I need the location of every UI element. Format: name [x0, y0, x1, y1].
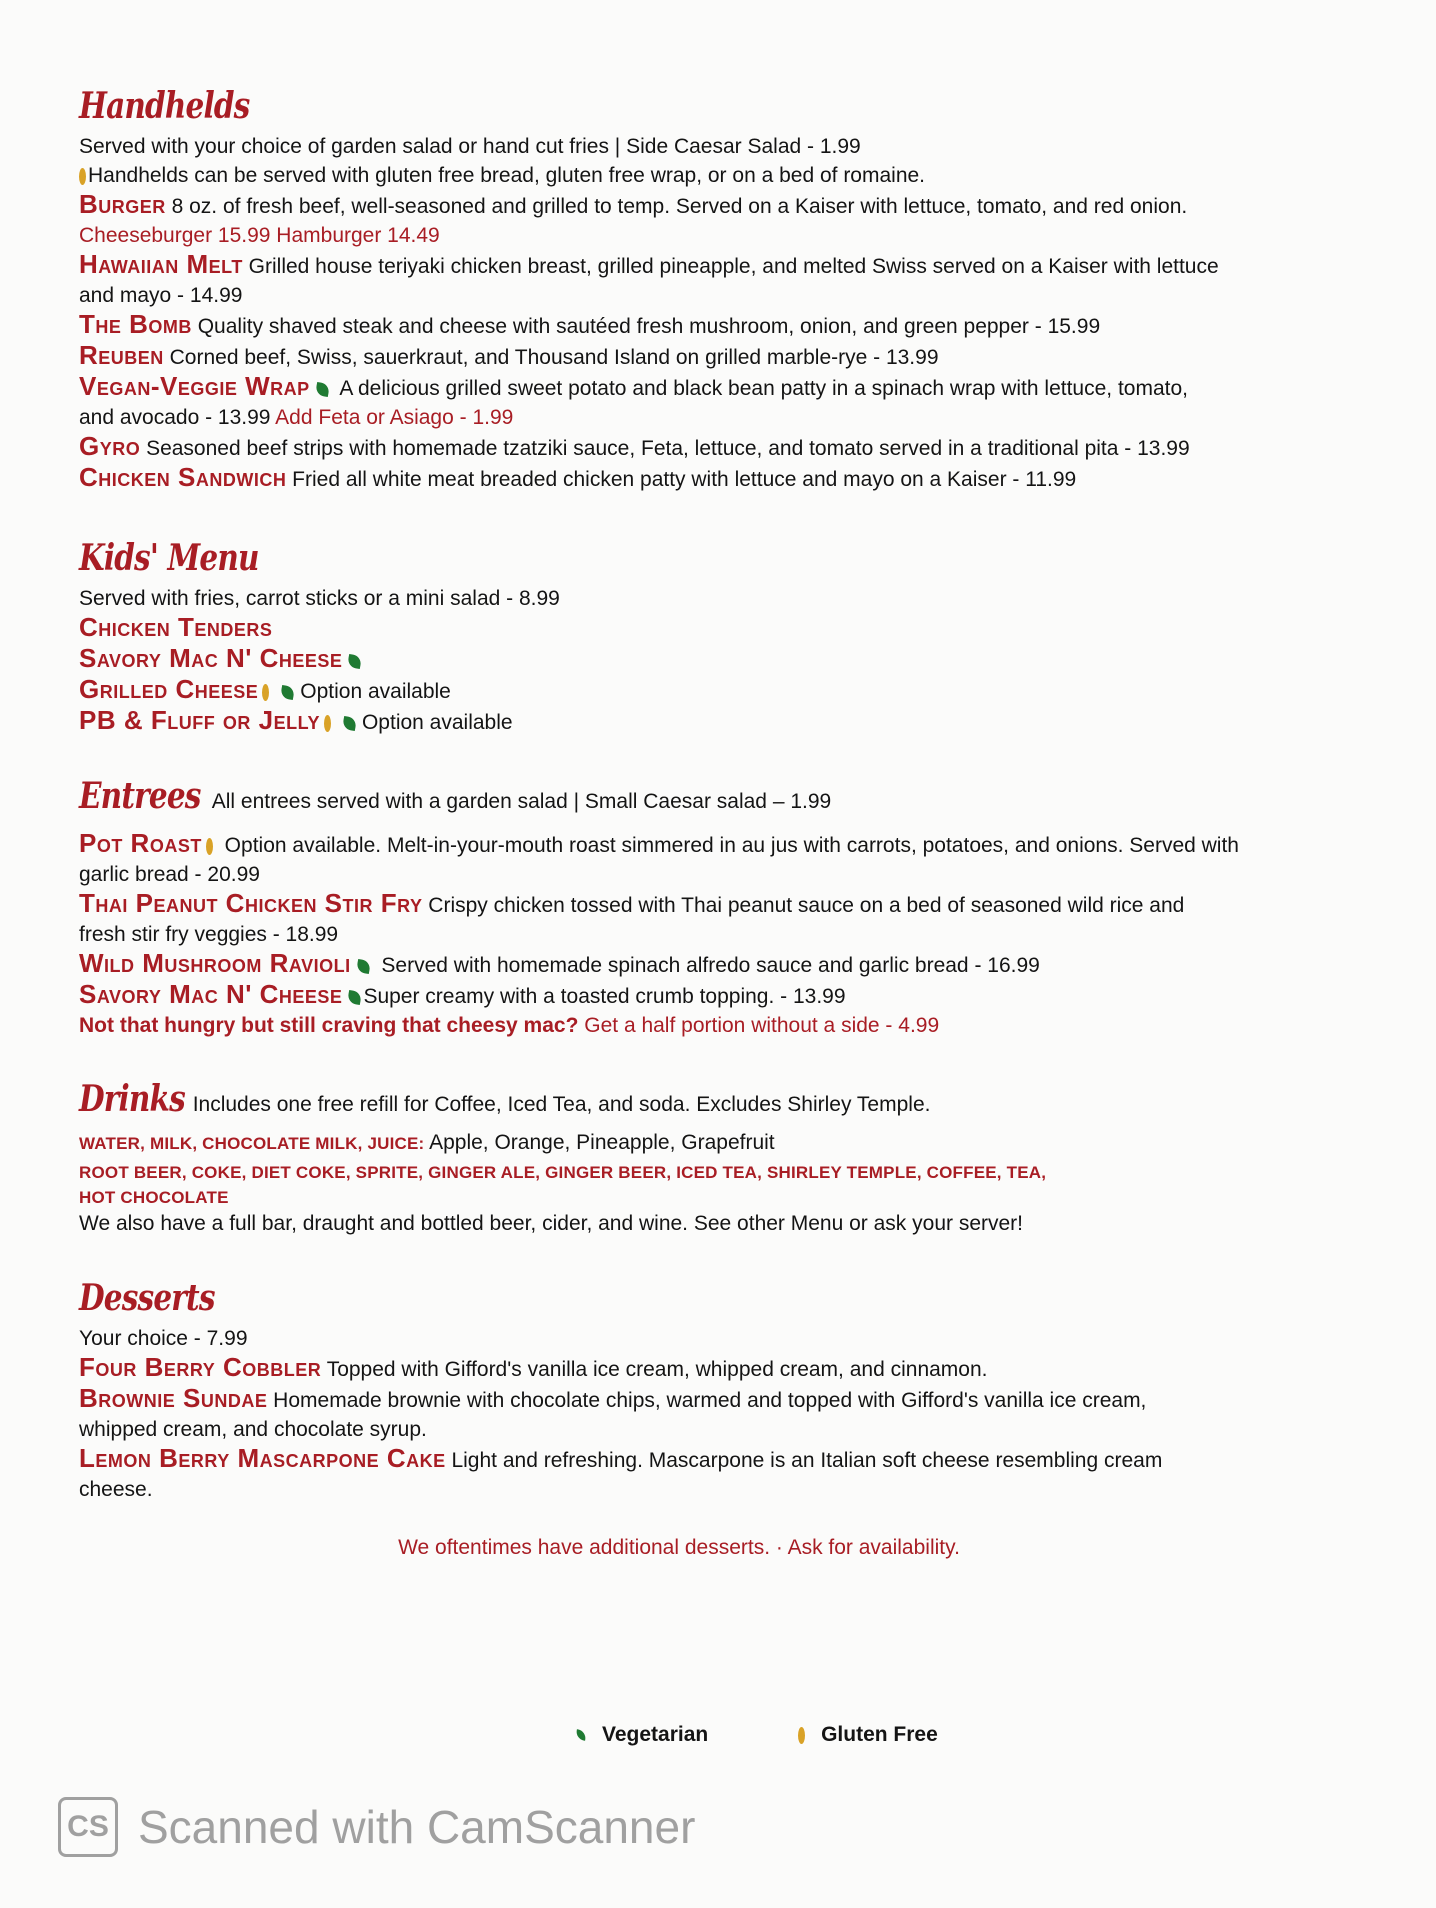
- item-name: Reuben: [79, 340, 164, 370]
- kids-item-grilled-cheese: Grilled Cheese Option available: [79, 674, 451, 704]
- menu-item-burger: [79, 190, 1379, 221]
- kids-item-pb-fluff: PB & Fluff or Jelly Option available: [79, 705, 513, 735]
- menu-item-chicken-sandwich: [79, 463, 1379, 494]
- menu-item-ravioli: Wild Mushroom Ravioli Served with homemade spinach alfredo sauce and garlic bread - 16.99: [79, 948, 1040, 978]
- item-desc: Grilled house teriyaki chicken breast, grilled pineapple, and melted Swiss served on a Kaiser with lettuce: [242, 255, 1219, 278]
- menu-page: [79, 80, 1379, 1560]
- drinks-line-3: HOT CHOCOLATE: [79, 1188, 229, 1207]
- drinks-bar-note: We also have a full bar, draught and bottled beer, cider, and wine. See other Menu or ask your server!: [79, 1212, 1024, 1235]
- dessert-item-lemon-cake: Lemon Berry Mascarpone Cake Light and refreshing. Mascarpone is an Italian soft cheese resembling cream: [79, 1443, 1163, 1473]
- item-desc: Seasoned beef strips with homemade tzatziki sauce, Feta, lettuce, and tomato served in a traditional pita - 13.99: [140, 437, 1190, 460]
- item-name: Vegan-Veggie Wrap: [79, 371, 310, 401]
- entrees-header: [79, 771, 1379, 821]
- entrees-title: Entrees: [79, 775, 201, 817]
- vegetarian-icon: [280, 685, 295, 700]
- item-desc-cont: fresh stir fry veggies - 18.99: [79, 923, 339, 946]
- item-desc: 8 oz. of fresh beef, well-seasoned and grilled to temp. Served on a Kaiser with lettuce, tomato, and red onion.: [165, 195, 1188, 218]
- drinks-title: Drinks: [79, 1078, 185, 1120]
- drinks-header: [79, 1074, 1379, 1124]
- dietary-legend: [570, 1723, 1018, 1747]
- gluten-free-icon: [79, 168, 86, 185]
- item-name: Burger: [79, 189, 166, 219]
- item-desc: A delicious grilled sweet potato and black bean patty in a spinach wrap with lettuce, tomato,: [334, 377, 1188, 400]
- watermark-text: Scanned with CamScanner: [138, 1801, 696, 1853]
- drinks-note: Includes one free refill for Coffee, Iced Tea, and soda. Excludes Shirley Temple.: [192, 1093, 931, 1116]
- desserts-title: Desserts: [79, 1277, 215, 1319]
- entrees-note: All entrees served with a garden salad | Small Caesar salad – 1.99: [211, 790, 832, 813]
- gluten-free-icon: [798, 1727, 805, 1744]
- item-name: Gyro: [79, 431, 141, 461]
- handhelds-gf-note: Handhelds can be served with gluten free bread, gluten free wrap, or on a bed of romaine.: [79, 161, 1379, 190]
- desserts-intro: Your choice - 7.99: [79, 1327, 248, 1350]
- menu-item-pot-roast: Pot Roast Option available. Melt-in-your-mouth roast simmered in au jus with carrots, potatoes, and onions. Served with: [79, 828, 1239, 858]
- desserts-extra-note: We oftentimes have additional desserts. · Ask for availability.: [398, 1536, 960, 1559]
- legend-vegetarian: Vegetarian: [570, 1723, 708, 1747]
- kids-intro: Served with fries, carrot sticks or a mini salad - 8.99: [79, 587, 560, 610]
- vegetarian-icon: [347, 654, 362, 669]
- menu-item-mac-entree: Savory Mac N' Cheese Super creamy with a toasted crumb topping. - 13.99: [79, 979, 846, 1009]
- camscanner-logo-icon: CS: [58, 1797, 118, 1857]
- menu-item-reuben: [79, 341, 1379, 372]
- legend-gluten-free: Gluten Free: [794, 1723, 938, 1747]
- item-desc-cont: garlic bread - 20.99: [79, 863, 260, 886]
- desserts-header: [79, 1272, 1379, 1324]
- handhelds-title: Handhelds: [79, 85, 250, 127]
- handhelds-header: [79, 80, 1379, 132]
- dessert-item-brownie: Brownie Sundae Homemade brownie with chocolate chips, warmed and topped with Gifford's vanilla ice cream,: [79, 1383, 1147, 1413]
- drinks-line-2: ROOT BEER, COKE, DIET COKE, SPRITE, GINGER ALE, GINGER BEER, ICED TEA, SHIRLEY TEMPLE, COFFEE, TEA,: [79, 1163, 1047, 1182]
- camscanner-watermark: [58, 1795, 695, 1859]
- item-desc: Corned beef, Swiss, sauerkraut, and Thousand Island on grilled marble-rye - 13.99: [163, 346, 939, 369]
- gluten-free-icon: [206, 838, 213, 855]
- vegan-addon: Add Feta or Asiago - 1.99: [275, 406, 514, 429]
- vegetarian-icon: [315, 382, 330, 397]
- gluten-free-icon: [324, 715, 331, 732]
- vegetarian-icon: [575, 1730, 587, 1742]
- vegetarian-icon: [347, 990, 362, 1005]
- kids-item-mac: Savory Mac N' Cheese: [79, 644, 1379, 675]
- kids-item-chicken-tenders: Chicken Tenders: [79, 612, 273, 642]
- item-name: The Bomb: [79, 309, 192, 339]
- dessert-item-cobbler: Four Berry Cobbler Topped with Gifford's vanilla ice cream, whipped cream, and cinnamon.: [79, 1352, 988, 1382]
- kids-title: Kids' Menu: [79, 537, 259, 579]
- item-desc-cont: and avocado - 13.99 Add Feta or Asiago - 1.99: [79, 406, 514, 429]
- menu-item-the-bomb: [79, 310, 1379, 341]
- menu-item-thai-peanut: Thai Peanut Chicken Stir Fry Crispy chicken tossed with Thai peanut sauce on a bed of seasoned wild rice and: [79, 888, 1185, 918]
- menu-item-hawaiian-melt: [79, 250, 1379, 281]
- item-name: Chicken Sandwich: [79, 462, 287, 492]
- drinks-line-1: WATER, MILK, CHOCOLATE MILK, JUICE: Apple, Orange, Pineapple, Grapefruit: [79, 1131, 775, 1154]
- menu-item-vegan-veggie-wrap: [79, 372, 1379, 403]
- item-desc-cont: and mayo - 14.99: [79, 284, 243, 307]
- vegetarian-icon: [342, 716, 357, 731]
- item-desc-cont: whipped cream, and chocolate syrup.: [79, 1418, 427, 1441]
- vegetarian-icon: [356, 959, 371, 974]
- item-desc-cont: cheese.: [79, 1478, 153, 1501]
- handhelds-intro: Served with your choice of garden salad or hand cut fries | Side Caesar Salad - 1.99: [79, 135, 861, 158]
- item-desc: Quality shaved steak and cheese with sautéed fresh mushroom, onion, and green pepper - 15.99: [191, 315, 1101, 338]
- half-portion-note: Not that hungry but still craving that cheesy mac? Get a half portion without a side - 4.99: [79, 1014, 940, 1037]
- item-desc: Fried all white meat breaded chicken patty with lettuce and mayo on a Kaiser - 11.99: [286, 468, 1077, 491]
- gluten-free-icon: [262, 684, 269, 701]
- item-name: Hawaiian Melt: [79, 249, 243, 279]
- menu-item-gyro: [79, 432, 1379, 463]
- kids-header: [79, 532, 1379, 584]
- burger-variants: Cheeseburger 15.99 Hamburger 14.49: [79, 224, 440, 247]
